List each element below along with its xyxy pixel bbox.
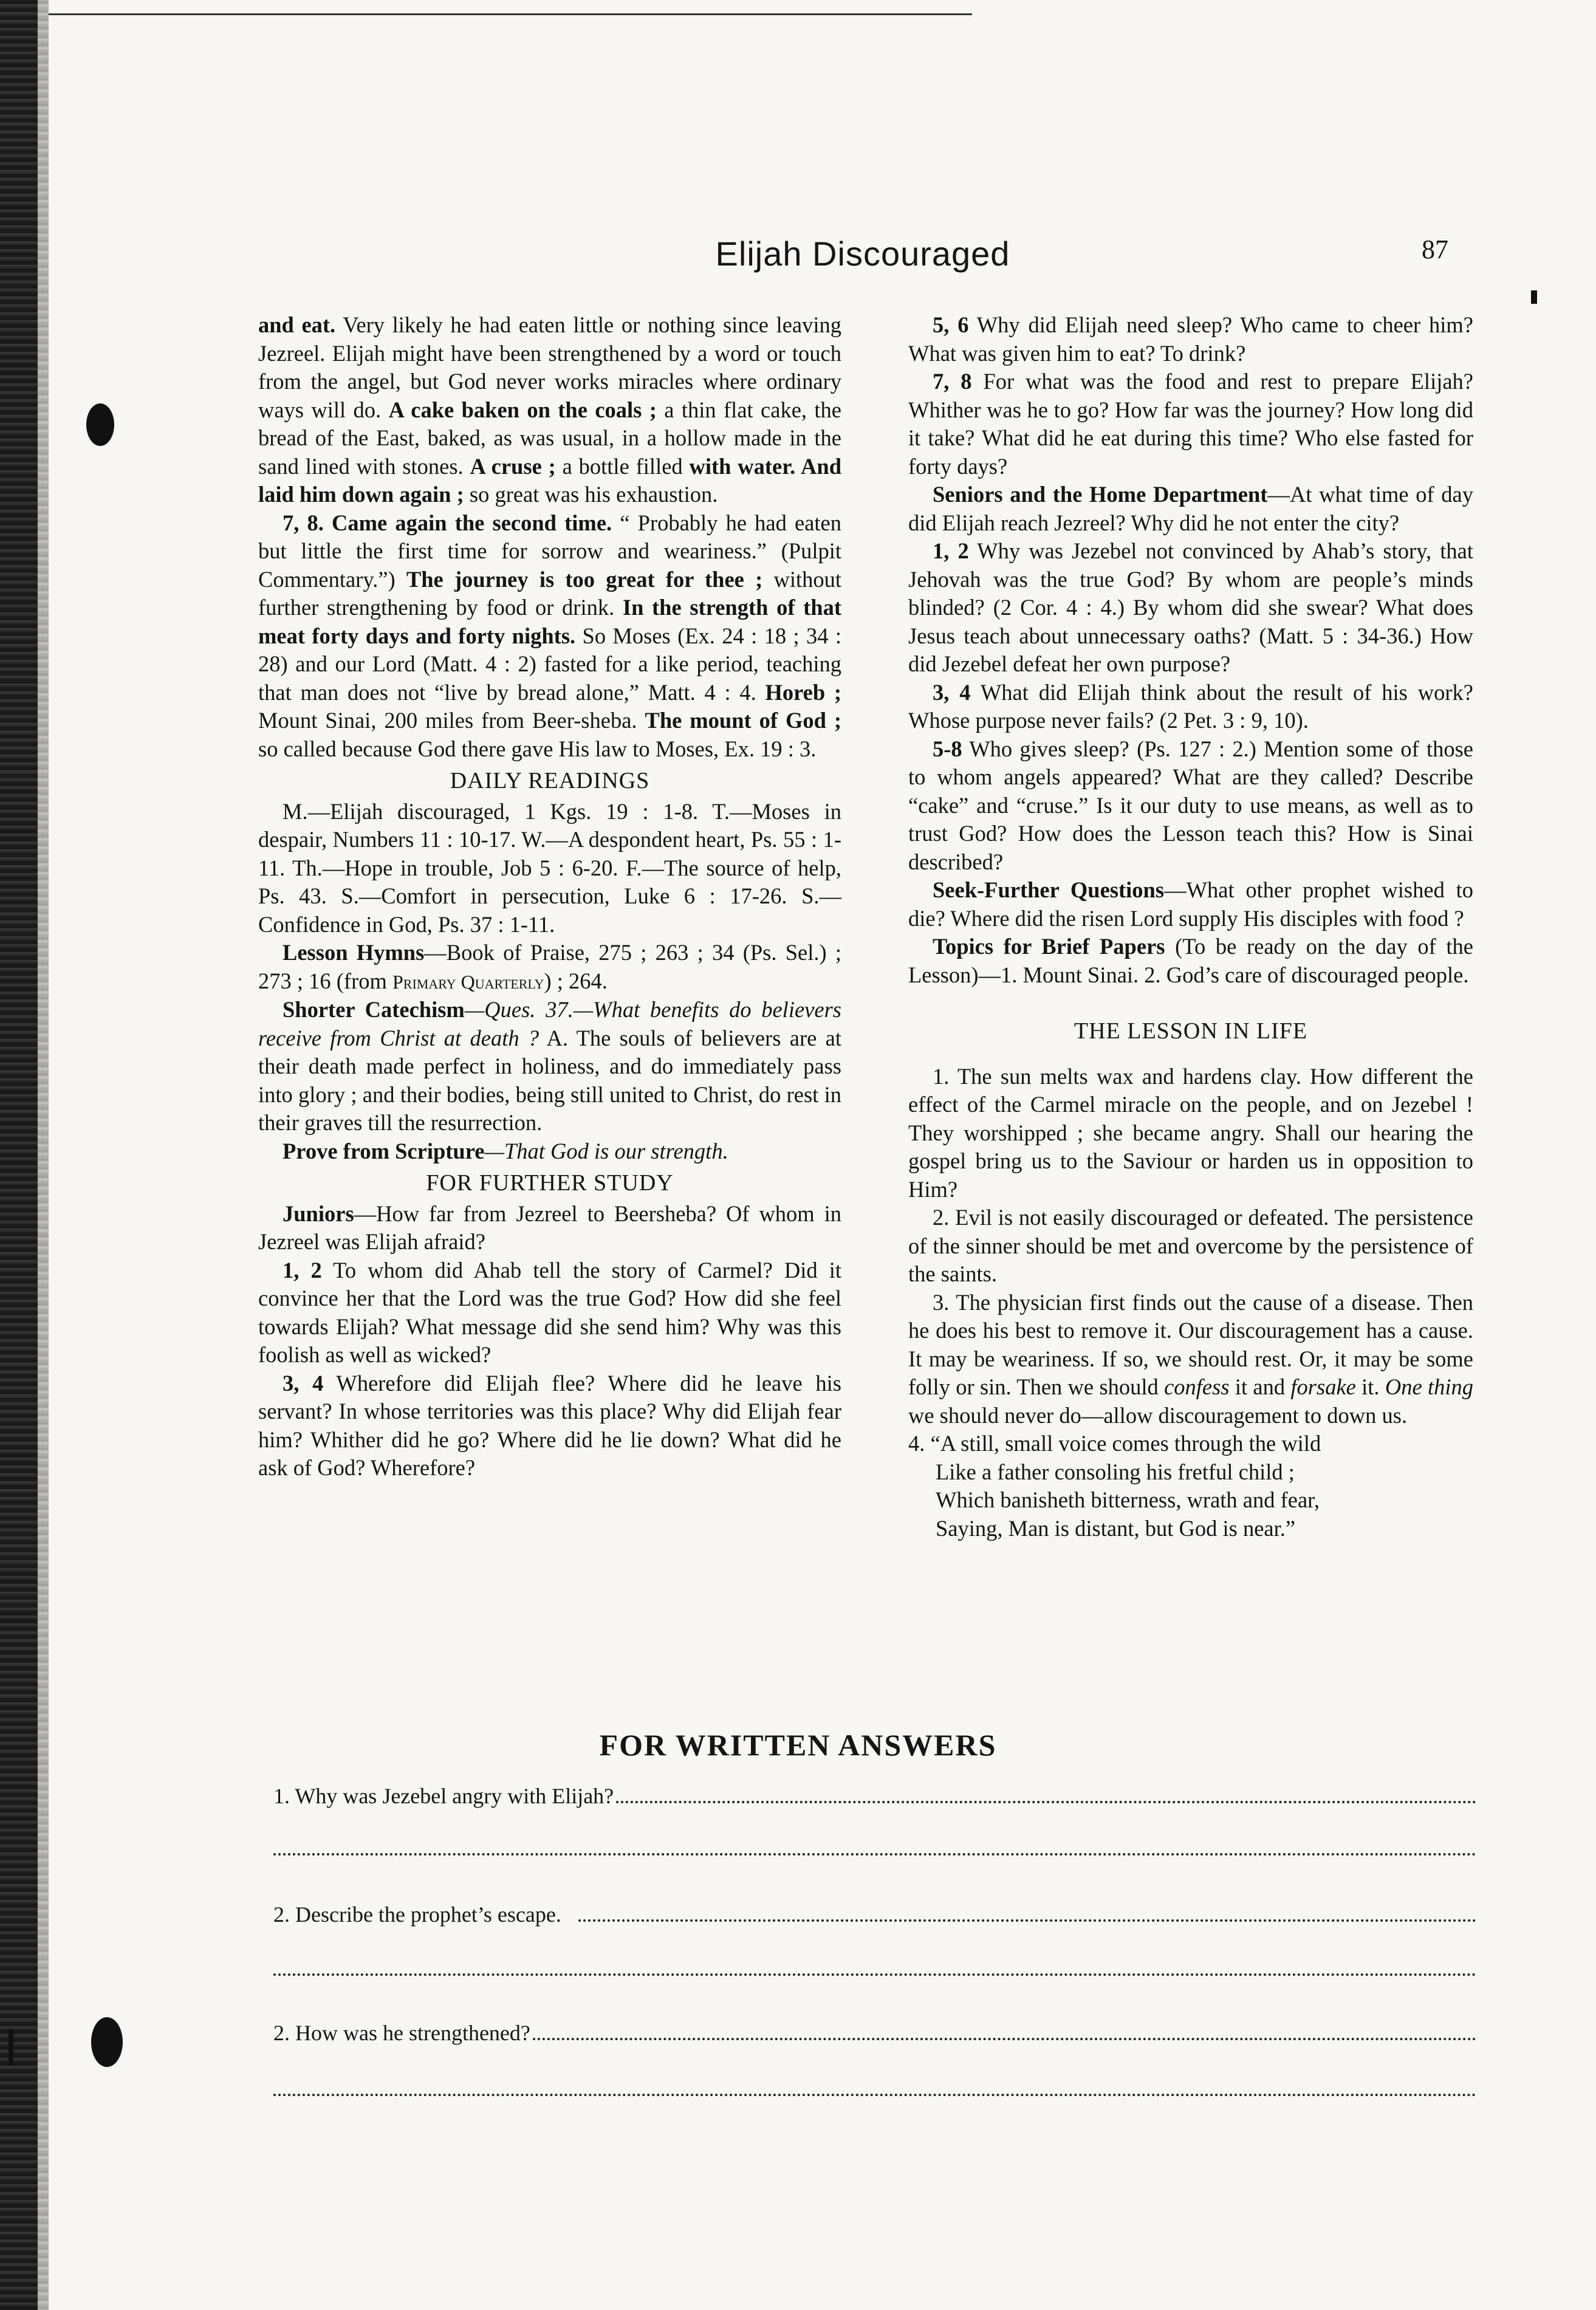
life-text: it and: [1229, 1374, 1291, 1399]
lesson-hymns: [258, 939, 841, 996]
paragraph-and-eat: [258, 311, 841, 509]
poem-line: 4. “A still, small voice comes through the wild: [908, 1431, 1321, 1456]
life-text: it.: [1355, 1374, 1385, 1399]
lesson-in-life-heading: THE LESSON IN LIFE: [1074, 1018, 1308, 1044]
written-answers-heading: FOR WRITTEN ANSWERS: [599, 1728, 997, 1762]
verse-number: 3, 4: [933, 679, 971, 705]
question-text: —At what time of day did Elijah reach Jezreel? Why did he not enter the city?: [908, 482, 1473, 535]
commentary-text: without further strengthening by food or drink.: [258, 566, 841, 620]
juniors-3-4: [258, 1369, 841, 1482]
daily-readings: M.—Elijah discouraged, 1 Kgs. 19 : 1-8. T.—Moses in despair, Numbers 11 : 10-17. W.—A despondent heart, Ps. 55 : 1-11. Th.—Hope in trouble, Job 5 : 6-20. F.—The source of help, Ps. 43. S.—Comfort in persecution, Luke 6 : 17-26. S.—Confidence in God, Ps. 37 : 1-11.: [258, 798, 841, 937]
lemma: In the strength of that meat forty days and forty nights.: [258, 595, 842, 648]
question-text: Who gives sleep? (Ps. 127 : 2.) Mention some of those to whom angels appeared? What are they called? Describe “cake” and “cruse.” Is it our duty to use means, as well as to trust God? How does the Lesson teach this? How is Sinai described?: [908, 736, 1473, 874]
life-emphasis: forsake: [1290, 1374, 1356, 1399]
topics-text: (To be ready on the day of the Lesson)—1. Mount Sinai. 2. God’s care of discouraged people.: [908, 934, 1474, 987]
juniors-1-2: [258, 1256, 841, 1369]
right-column: [908, 311, 1473, 1543]
binding-edge: [0, 0, 38, 2310]
answer-line[interactable]: [273, 2094, 1476, 2096]
verse-number: 1, 2: [283, 1257, 322, 1283]
lesson-in-life-1: 1. The sun melts wax and hardens clay. How different the effect of the Carmel miracle on the people, and on Jezebel ! They worshipped ; she became angry. Shall our hearing the gospel bring us to the Saviour or harden us in opposition to Him?: [908, 1063, 1473, 1202]
top-rule: [49, 13, 972, 15]
poem: [908, 1430, 1473, 1543]
punch-hole-bottom: [91, 2017, 123, 2067]
question-1: 1. Why was Jezebel angry with Elijah?: [273, 1784, 614, 1808]
juniors-5-6: [908, 311, 1473, 368]
verse-number: 7, 8: [933, 369, 972, 394]
further-study-heading: FOR FURTHER STUDY: [426, 1170, 674, 1196]
lemma: Topics for Brief Papers: [933, 934, 1165, 959]
seniors-1-2: [908, 537, 1473, 679]
juniors: [258, 1200, 841, 1256]
lesson-in-life-2: 2. Evil is not easily discouraged or defeated. The persistence of the sinner should be met and overcome by the persistence of the saints.: [908, 1205, 1473, 1286]
lemma: A cruse ;: [470, 453, 556, 479]
lemma: Shorter Catechism: [283, 997, 465, 1022]
question-2: 2. Describe the prophet’s escape.: [273, 1902, 561, 1927]
lemma: 7, 8. Came again the second time.: [283, 510, 612, 535]
question-text: Why did Elijah need sleep? Who came to cheer him? What was given him to eat? To drink?: [908, 312, 1473, 366]
prove-from-scripture: [258, 1137, 841, 1166]
question-text: What did Elijah think about the result of his work? Whose purpose never fails? (2 Pet. 3 : 9, 10).: [908, 679, 1474, 733]
question-text: Wherefore did Elijah flee? Where did he leave his servant? In whose territories was this place? Why did Elijah fear him? Whither did he go? Where did he lie down? What did he ask of God? Wherefore?: [258, 1370, 841, 1480]
margin-mark: [9, 2029, 13, 2066]
verse-number: 5, 6: [933, 312, 969, 337]
question-text: Why was Jezebel not convinced by Ahab’s story, that Jehovah was the true God? By whom are people’s minds blinded? (2 Cor. 4 : 4.) By whom did she swear? What does Jesus teach about unnecessary oaths? (Matt. 5 : 34-36.) How did Jezebel defeat her own purpose?: [908, 538, 1473, 676]
seek-further-questions: [908, 876, 1473, 933]
commentary-text: so great was his exhaustion.: [464, 482, 718, 507]
hymns-text: ) ; 264.: [544, 968, 608, 993]
running-title: Elijah Discouraged: [715, 235, 1010, 273]
hymns-text: —Book of Praise, 275 ; 263 ; 34 (Ps. Sel.) ; 273 ; 16 (from: [258, 940, 841, 993]
answer-line[interactable]: [533, 2038, 1476, 2040]
quarterly-name: Primary Quarterly: [392, 970, 544, 993]
question-2-row: [273, 1902, 1476, 1927]
life-text: 3. The physician first finds out the cause of a disease. Then he does his best to remove it. Our discouragement has a cause. It may be weariness. If so, we should rest. Or, it may be some folly or sin. Then we should: [908, 1289, 1473, 1399]
question-text: —What other prophet wished to die? Where did the risen Lord supply His disciples with food ?: [908, 877, 1473, 931]
verse-number: 1, 2: [933, 538, 969, 563]
question-text: To whom did Ahab tell the story of Carmel? Did it convince her that the Lord was the true God? How did she feel towards Elijah? What message did she send him? Why was this foolish as well as wicked?: [258, 1257, 842, 1367]
topics-for-brief-papers: [908, 933, 1473, 989]
juniors-7-8: [908, 368, 1473, 481]
left-column: [258, 311, 841, 1482]
lemma: with water. And laid him down again ;: [258, 453, 841, 507]
seniors-home-department: [908, 481, 1473, 537]
lemma: The journey is too great for thee ;: [406, 566, 763, 592]
answer-line[interactable]: [273, 1973, 1476, 1976]
lesson-in-life-3: [908, 1289, 1473, 1430]
catechism-question: What benefits do believers receive from Christ at death ?: [258, 997, 841, 1050]
shorter-catechism: [258, 996, 841, 1137]
paragraph-verses-7-8: [258, 509, 841, 764]
seniors-3-4: [908, 679, 1473, 735]
catechism-question-number: —Ques. 37.—: [464, 997, 594, 1022]
poem-line: Saying, Man is distant, but God is near.”: [936, 1515, 1296, 1541]
commentary-text: so called because God there gave His law to Moses, Ex. 19 : 3.: [258, 736, 817, 761]
lemma: A cake baken on the coals ;: [388, 397, 657, 422]
lemma: Lesson Hymns: [283, 940, 425, 965]
lemma: The mount of God ;: [645, 708, 841, 733]
commentary-text: Mount Sinai, 200 miles from Beer-sheba.: [258, 708, 645, 733]
life-emphasis: One thing: [1385, 1374, 1473, 1399]
lemma: and eat.: [258, 312, 336, 337]
catechism-answer: A. The souls of believers are at their death made perfect in holiness, and do immediately pass into glory ; and their bodies, being still united to Christ, do rest in their graves till the resurrection.: [258, 1025, 841, 1135]
verse-number: 5-8: [933, 736, 962, 761]
poem-line: Which banisheth bitterness, wrath and fear,: [936, 1487, 1320, 1512]
commentary-text: So Moses (Ex. 24 : 18 ; 34 : 28) and our Lord (Matt. 4 : 2) fasted for a like period, teaching that man does not “live by bread alone,” Matt. 4 : 4.: [258, 623, 841, 705]
question-text: For what was the food and rest to prepare Elijah? Whither was he to go? How far was the journey? How long did it take? What did he eat during this time? Who else fasted for forty days?: [908, 369, 1473, 479]
seniors-5-8: [908, 735, 1473, 877]
life-emphasis: confess: [1164, 1374, 1230, 1399]
life-text: we should never do—allow discouragement to down us.: [908, 1402, 1408, 1428]
commentary-text: a bottle filled: [555, 453, 690, 479]
commentary-text: a thin flat cake, the bread of the East, baked, as was usual, in a hollow made in the sand lined with stones.: [258, 397, 841, 479]
answer-line[interactable]: [273, 1853, 1476, 1856]
lemma: Juniors: [283, 1201, 354, 1226]
commentary-text: “ Probably he had eaten but little the first time for sorrow and weariness.” (Pulpit Commentary.”): [258, 510, 842, 592]
answer-line[interactable]: [616, 1801, 1476, 1803]
question-3-row: [273, 2020, 1476, 2046]
lemma: Seek-Further Questions: [933, 877, 1165, 902]
binding-edge-shadow: [38, 0, 49, 2310]
punch-hole-top: [86, 403, 114, 446]
question-3: 2. How was he strengthened?: [273, 2021, 530, 2045]
lemma: Seniors and the Home Department: [933, 482, 1268, 507]
margin-mark: [1531, 290, 1537, 304]
daily-readings-heading: DAILY READINGS: [450, 768, 650, 793]
page-number: 87: [1422, 235, 1448, 264]
verse-number: 3, 4: [283, 1370, 324, 1396]
answer-line[interactable]: [578, 1919, 1476, 1922]
question-text: —How far from Jezreel to Beersheba? Of whom in Jezreel was Elijah afraid?: [258, 1201, 841, 1254]
prove-text: —That God is our strength.: [484, 1138, 728, 1164]
commentary-text: Very likely he had eaten little or nothing since leaving Jezreel. Elijah might have been strengthened by a word or touch from the angel, but God never works miracles where ordinary ways will do.: [258, 312, 841, 422]
question-1-row: [273, 1783, 1476, 1809]
poem-line: Like a father consoling his fretful child ;: [936, 1459, 1295, 1484]
lemma: Prove from Scripture: [283, 1138, 485, 1164]
lemma: Horeb ;: [765, 679, 841, 705]
